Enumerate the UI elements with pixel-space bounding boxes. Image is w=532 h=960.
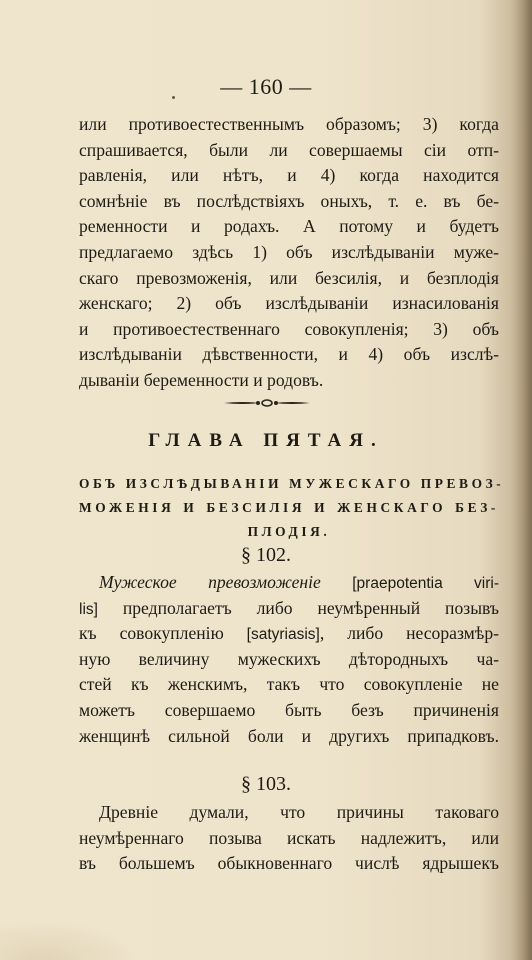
text-line: или противоестественнымъ образомъ; 3) когда [79, 114, 499, 134]
subtitle-line: ПЛОДІЯ. [247, 524, 331, 539]
latin-term: [satyriasis] [246, 626, 320, 644]
page-edge-shadow [510, 0, 532, 960]
chapter-subtitle [79, 472, 505, 544]
text-line: неумѣреннаго позыва искать надлежитъ, или [79, 827, 499, 848]
text-line: женскаго; 2) объ изслѣдываніи изнасилованія [79, 293, 499, 314]
section-heading-103: § 103. [241, 773, 291, 795]
text-line: равленія, или нѣтъ, и 4) когда находится [79, 165, 499, 186]
latin-term: lis] [79, 600, 98, 618]
text-line: можетъ совершаемо быть безъ причиненія [79, 699, 499, 720]
text-line: предлагаемо здѣсь 1) объ изслѣдываніи муже- [79, 241, 499, 262]
text-line: ременности и родахъ. А потому и будетъ [79, 216, 499, 237]
subtitle-line: ОБЪ ИЗСЛѢДЫВАНІИ МУЖЕСКАГО ПРЕВОЗ- [79, 476, 505, 491]
text-fragment: , либо несоразмѣр- [319, 623, 499, 644]
text-line: Древніе думали, что причины таковаго [99, 802, 499, 822]
text-fragment: предполагаетъ либо неумѣренный позывъ [97, 597, 499, 618]
text-line: изслѣдываніи дѣвственности, и 4) объ изслѣ- [79, 344, 499, 365]
page-number: — 160 — [220, 74, 312, 99]
paragraph-1 [79, 112, 499, 394]
text-line: женщинѣ сильной боли и другихъ припадковъ. [79, 725, 499, 746]
text-line: спрашивается, были ли совершаемы сіи отп- [79, 139, 499, 160]
section-103-text [79, 800, 499, 877]
decorative-divider [222, 397, 312, 409]
text-line: скаго превозможенія, или безсилія, и безплодія [79, 267, 499, 288]
paper-stain [0, 920, 140, 960]
defined-term: Мужеское превозможеніе [99, 572, 321, 592]
text-line: въ большемъ обыкновеннаго числѣ ядрышекъ [79, 853, 499, 874]
section-heading-102: § 102. [241, 544, 291, 566]
text-line [79, 621, 499, 647]
text-fragment: къ совокупленію [79, 623, 247, 644]
text-line [79, 570, 499, 596]
text-line: сомнѣніе въ послѣдствіяхъ оныхъ, т. е. въ бе- [79, 190, 499, 211]
section-102-text [79, 570, 499, 749]
chapter-title: ГЛАВА ПЯТАЯ. [148, 430, 384, 451]
subtitle-line: МОЖЕНІЯ И БЕЗСИЛІЯ И ЖЕНСКАГО БЕЗ- [79, 500, 499, 515]
text-line: ную величину мужескихъ дѣтородныхъ ча- [79, 648, 499, 669]
text-line: и противоестественнаго совокупленія; 3) объ [79, 318, 499, 339]
text-line: стей къ женскимъ, такъ что совокупленіе не [79, 674, 499, 695]
text-line: дываніи беременности и родовъ. [79, 369, 324, 390]
text-line [79, 596, 499, 622]
latin-term: [praepotentia viri- [352, 575, 499, 592]
